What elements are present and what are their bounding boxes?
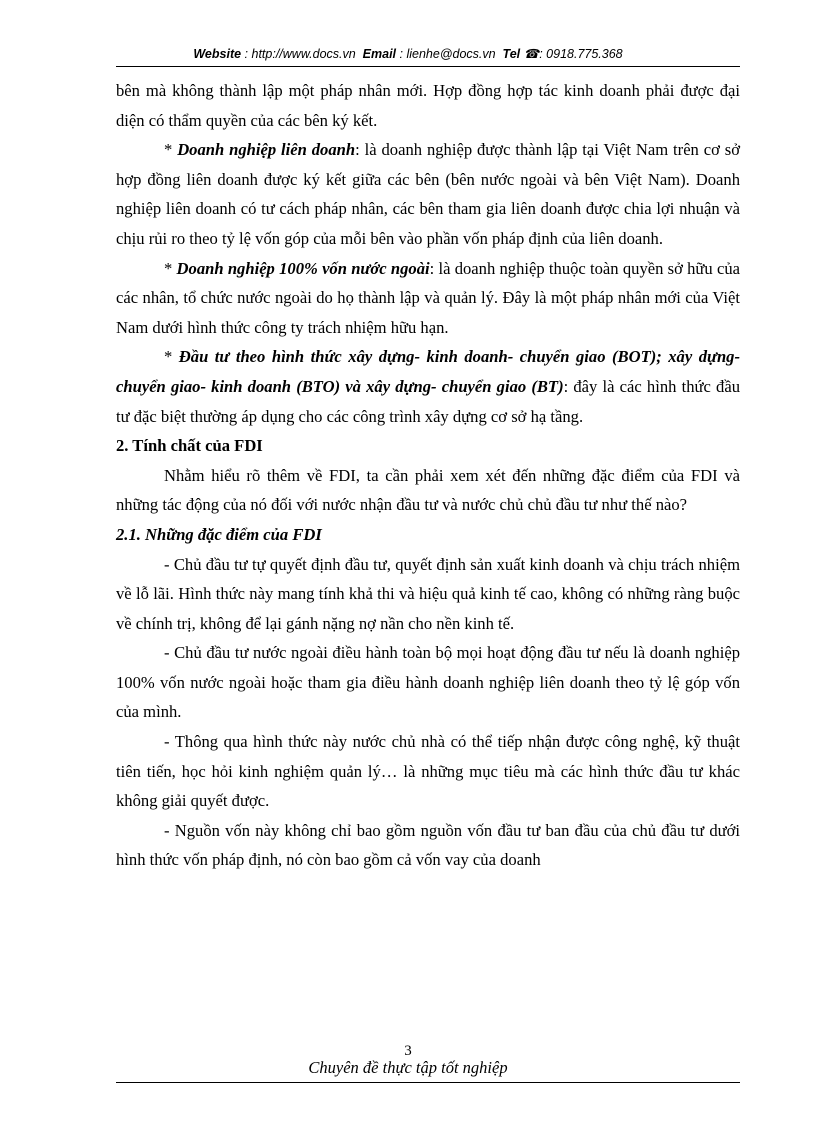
tel-label: Tel <box>502 47 521 61</box>
website-label: Website <box>193 47 242 61</box>
paragraph-foreign-owned <box>116 254 740 343</box>
email-label: Email <box>362 47 397 61</box>
paragraph-feature-1: - Chủ đầu tư tự quyết định đầu tư, quyết định sản xuất kinh doanh và chịu trách nhiệm về lỗ lãi. Hình thức này mang tính khả thi và hiệu quả kinh tế cao, không có những ràng buộc về chính trị, không để lại gánh nặng nợ nần cho nền kinh tế. <box>116 554 740 633</box>
header-divider <box>116 66 740 67</box>
email-value: : lienhe@docs.vn <box>399 47 496 61</box>
subsection-heading: 2.1. Những đặc điểm của FDI <box>116 524 322 544</box>
paragraph-continued: bên mà không thành lập một pháp nhân mới. Hợp đồng hợp tác kinh doanh phải được đại diện có thẩm quyền của các bên ký kết. <box>116 81 740 130</box>
definition-joint-venture: : là doanh nghiệp được thành lập tại Việt Nam trên cơ sở hợp đồng liên doanh được ký kết giữa các bên (bên nước ngoài và bên Việt Nam). Doanh nghiệp liên doanh có tư cách pháp nhân, các bên tham gia liên doanh được chia lợi nhuận và chịu rủi ro theo tỷ lệ vốn góp của mỗi bên vào phần vốn pháp định của liên doanh. <box>116 140 741 248</box>
term-bot: Đầu tư theo hình thức xây dựng- kinh doanh- chuyển giao (BOT); xây dựng- chuyển giao- kinh doanh (BTO) và xây dựng- chuyển giao (BT) <box>116 347 740 396</box>
tel-value: : 0918.775.368 <box>539 47 623 61</box>
term-joint-venture: Doanh nghiệp liên doanh <box>177 140 356 160</box>
section-heading: 2. Tính chất của FDI <box>116 436 263 456</box>
paragraph-joint-venture <box>116 135 740 253</box>
paragraph-feature-4: - Nguồn vốn này không chỉ bao gồm nguồn vốn đầu tư ban đầu của chủ đầu tư dưới hình thức vốn pháp định, nó còn bao gồm cả vốn vay của doanh <box>116 820 740 870</box>
paragraph-bot <box>116 342 740 431</box>
page-number: 3 <box>404 1043 412 1059</box>
telephone-icon: ☎ <box>523 47 540 61</box>
bullet-prefix: * <box>164 347 179 367</box>
paragraph-feature-2: - Chủ đầu tư nước ngoài điều hành toàn bộ mọi hoạt động đầu tư nếu là doanh nghiệp 100% vốn nước ngoài hoặc tham gia điều hành doanh nghiệp liên doanh theo tỷ lệ góp vốn của mình. <box>116 643 740 722</box>
term-foreign-owned: Doanh nghiệp 100% vốn nước ngoài <box>176 258 430 278</box>
bullet-prefix: * <box>164 140 178 160</box>
website-value: : http://www.docs.vn <box>244 47 356 61</box>
document-body <box>116 76 740 875</box>
paragraph-intro: Nhằm hiểu rõ thêm về FDI, ta cần phải xem xét đến những đặc điểm của FDI và những tác động của nó đối với nước nhận đầu tư và nước chủ chủ đầu tư như thế nào? <box>116 465 740 515</box>
paragraph-feature-3: - Thông qua hình thức này nước chủ nhà có thể tiếp nhận được công nghệ, kỹ thuật tiên tiến, học hỏi kinh nghiệm quản lý… là những mục tiêu mà các hình thức đầu tư khác không giải quyết được. <box>116 732 740 811</box>
bullet-prefix: * <box>164 258 177 278</box>
definition-bot: : đây là các hình thức đầu tư đặc biệt thường áp dụng cho các công trình xây dựng cơ sở hạ tầng. <box>116 376 740 426</box>
footer-caption: Chuyên đề thực tập tốt nghiệp <box>308 1058 508 1077</box>
page-header <box>0 46 816 61</box>
definition-foreign-owned: : là doanh nghiệp thuộc toàn quyền sở hữu của các nhân, tổ chức nước ngoài do họ thành lập và quản lý. Đây là một pháp nhân mới của Việt Nam dưới hình thức công ty trách nhiệm hữu hạn. <box>116 258 740 337</box>
footer-divider <box>116 1082 740 1083</box>
